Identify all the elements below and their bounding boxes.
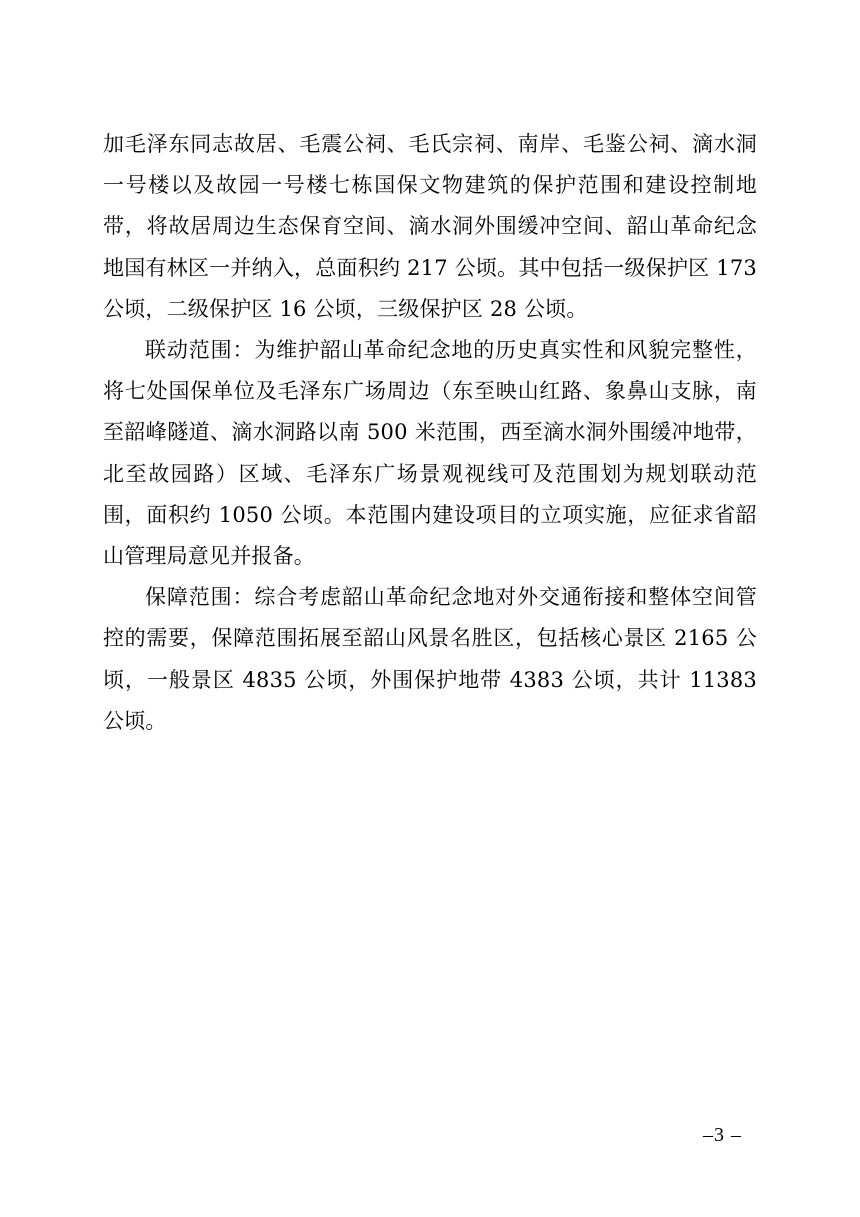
page-number: –3 – — [703, 1124, 742, 1146]
paragraph-linkage-scope: 联动范围：为维护韶山革命纪念地的历史真实性和风貌完整性，将七处国保单位及毛泽东广场周边（东至映山红路、象鼻山支脉，南至韶峰隧道、滴水洞路以南 500 米范围，西至滴水洞外围缓冲地带，北至故园路）区域、毛泽东广场景观视线可及范围划为规划联动范围，面积约 1050 公顷。本范围内建设项目的立项实施，应征求省韶山管理局意见并报备。 — [103, 338, 757, 569]
paragraph-guarantee-scope: 保障范围：综合考虑韶山革命纪念地对外交通衔接和整体空间管控的需要，保障范围拓展至韶山风景名胜区，包括核心景区 2165 公顷，一般景区 4835 公顷，外围保护地带 4383 公顷，共计 11383 公顷。 — [103, 585, 757, 733]
paragraph-continuation: 加毛泽东同志故居、毛震公祠、毛氏宗祠、南岸、毛鉴公祠、滴水洞一号楼以及故园一号楼七栋国保文物建筑的保护范围和建设控制地带，将故居周边生态保育空间、滴水洞外围缓冲空间、韶山革命纪念地国有林区一并纳入，总面积约 217 公顷。其中包括一级保护区 173 公顷，二级保护区 16 公顷，三级保护区 28 公顷。 — [103, 132, 757, 321]
body-text — [103, 124, 757, 742]
